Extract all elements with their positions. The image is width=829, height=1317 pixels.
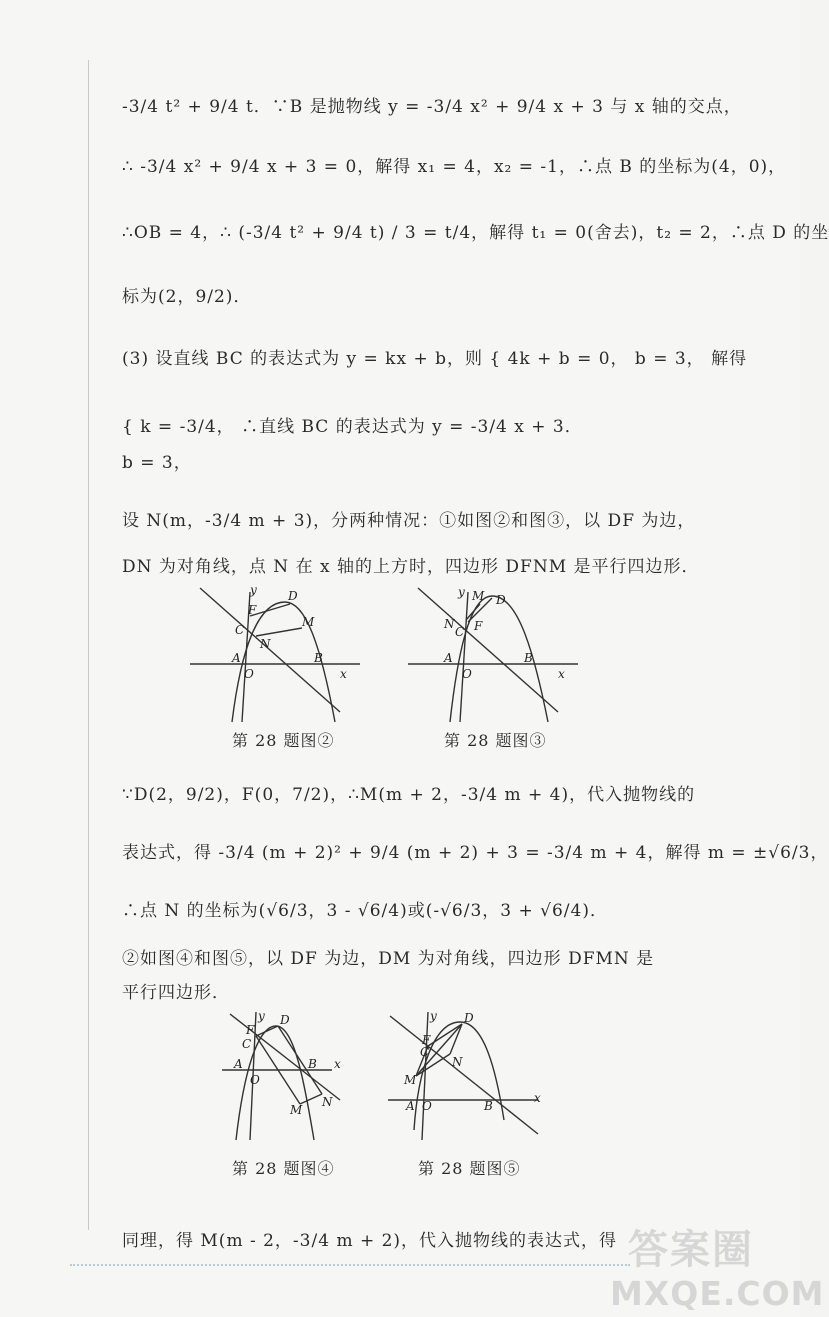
figure-5 <box>388 1010 548 1140</box>
label-d: D <box>280 1013 290 1027</box>
label-x: x <box>558 667 565 681</box>
margin-line <box>88 60 89 1230</box>
y-axis <box>422 1012 428 1140</box>
text-line-6: { k = -3/4， ∴直线 BC 的表达式为 y = -3/4 x + 3． <box>122 417 583 437</box>
label-y: y <box>258 1009 265 1023</box>
label-m: M <box>302 615 315 629</box>
label-a: A <box>234 1057 243 1071</box>
segment-nm <box>256 628 302 636</box>
caption-figure-4: 第 28 题图④ <box>232 1159 335 1178</box>
label-d: D <box>496 593 506 607</box>
text-line-8: 设 N(m，-3/4 m + 3)，分两种情况：①如图②和图③，以 DF 为边， <box>122 511 696 531</box>
label-f: F <box>248 603 257 617</box>
label-d: D <box>464 1011 474 1025</box>
figure-4 <box>222 1010 352 1140</box>
label-c: C <box>455 625 465 639</box>
segment-mn <box>300 1094 322 1104</box>
figure-2 <box>190 582 370 722</box>
text-line-3: ∴OB = 4，∴ (-3/4 t² + 9/4 t) / 3 = t/4，解得 t₁ = 0(舍去)，t₂ = 2，∴点 D 的坐 <box>122 223 829 243</box>
line-bc <box>418 588 558 712</box>
label-c: C <box>242 1037 252 1051</box>
text-line-7: b = 3， <box>122 453 192 473</box>
label-n: N <box>260 637 271 651</box>
label-c: C <box>420 1045 430 1059</box>
text-line-2: ∴ -3/4 x² + 9/4 x + 3 = 0，解得 x₁ = 4，x₂ = -1，∴点 B 的坐标为(4，0)， <box>122 157 787 177</box>
text-line-5: (3) 设直线 BC 的表达式为 y = kx + b，则 { 4k + b = 0， b = 3， 解得 <box>122 349 748 369</box>
text-line-9: DN 为对角线，点 N 在 x 轴的上方时，四边形 DFNM 是平行四边形． <box>122 557 700 577</box>
label-y: y <box>250 583 257 597</box>
text-line-10: ∵D(2，9/2)，F(0，7/2)，∴M(m + 2，-3/4 m + 4)，代入抛物线的 <box>122 785 696 805</box>
label-f: F <box>246 1023 255 1037</box>
y-axis <box>460 592 468 722</box>
text-line-13: ②如图④和图⑤，以 DF 为边，DM 为对角线，四边形 DFMN 是 <box>122 949 655 969</box>
bottom-dotted-divider <box>70 1264 630 1266</box>
label-n: N <box>444 617 455 631</box>
text-line-1: -3/4 t² + 9/4 t．∵B 是抛物线 y = -3/4 x² + 9/4 x + 3 与 x 轴的交点， <box>122 97 742 117</box>
label-o: O <box>250 1073 260 1087</box>
segment-fd <box>256 1026 278 1036</box>
label-x: x <box>340 667 347 681</box>
label-y: y <box>458 585 465 599</box>
label-b: B <box>308 1057 317 1071</box>
label-b: B <box>314 651 323 665</box>
watermark-cn: 答案圈 <box>628 1227 754 1273</box>
label-b: B <box>524 651 533 665</box>
text-line-4: 标为(2，9/2)． <box>122 287 252 307</box>
caption-figure-2: 第 28 题图② <box>232 731 335 750</box>
text-line-11: 表达式，得 -3/4 (m + 2)² + 9/4 (m + 2) + 3 = -3/4 m + 4，解得 m = ±√6/3， <box>122 843 829 863</box>
label-n: N <box>452 1055 463 1069</box>
label-a: A <box>232 651 241 665</box>
label-x: x <box>334 1057 341 1071</box>
caption-figure-5: 第 28 题图⑤ <box>418 1159 521 1178</box>
watermark-en: MXQE.COM <box>610 1274 825 1313</box>
label-o: O <box>244 667 254 681</box>
text-line-14: 平行四边形． <box>122 983 230 1003</box>
label-c: C <box>235 623 245 637</box>
text-line-12: ∴点 N 的坐标为(√6/3，3 - √6/4)或(-√6/3，3 + √6/4)． <box>122 901 608 921</box>
label-d: D <box>288 589 298 603</box>
text-line-15: 同理，得 M(m - 2，-3/4 m + 2)，代入抛物线的表达式，得 <box>122 1231 618 1251</box>
watermark-logo <box>610 1218 825 1314</box>
label-b: B <box>484 1099 493 1113</box>
label-y: y <box>430 1009 437 1023</box>
label-f: F <box>474 619 483 633</box>
label-n: N <box>322 1095 333 1109</box>
figure-3 <box>408 582 588 722</box>
label-m: M <box>472 589 485 603</box>
label-o: O <box>462 667 472 681</box>
label-a: A <box>444 651 453 665</box>
label-f: F <box>422 1033 431 1047</box>
label-o: O <box>422 1099 432 1113</box>
label-m: M <box>404 1073 417 1087</box>
label-a: A <box>406 1099 415 1113</box>
caption-figure-3: 第 28 题图③ <box>444 731 547 750</box>
label-m: M <box>290 1103 303 1117</box>
label-x: x <box>534 1091 541 1105</box>
